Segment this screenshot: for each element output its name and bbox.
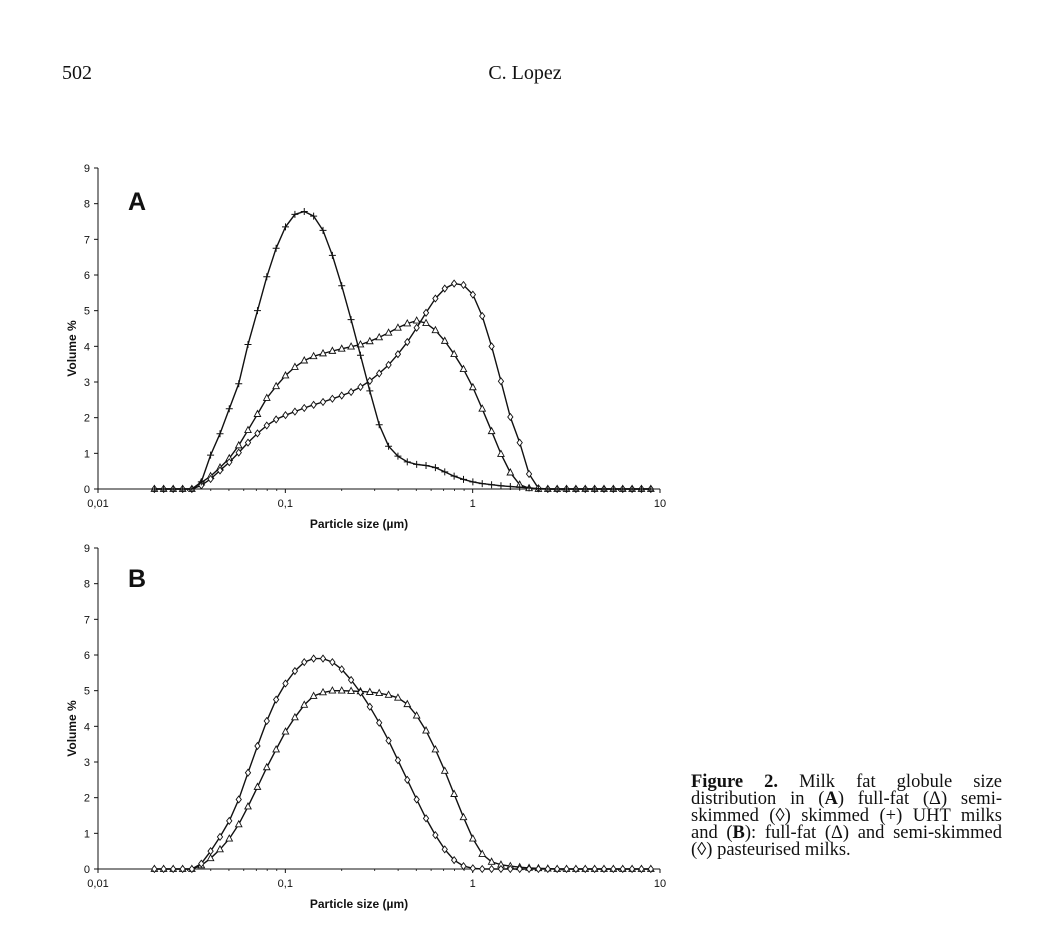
panel-b-label: B: [128, 565, 147, 593]
panel-a-skimmed-point: [254, 307, 261, 314]
panel-a-label: A: [128, 188, 147, 216]
caption-text-1: Milk fat globule size distribution in (: [691, 772, 1002, 809]
panel-a-skimmed-point: [217, 430, 224, 437]
panel-a-skimmed-point: [479, 480, 486, 487]
panel-b-semi-skimmed-point: [526, 866, 531, 873]
panel-b-y-tick-label: 6: [83, 650, 90, 662]
panel-b-y-tick-label: 3: [83, 757, 90, 769]
panel-a-full-fat-point: [432, 327, 438, 333]
panel-a-skimmed-point: [432, 464, 439, 471]
panel-a-skimmed-point: [207, 452, 214, 459]
panel-a-y-tick-label: 2: [83, 412, 90, 425]
figure-caption: [691, 774, 1002, 859]
panel-a-x-axis-title: Particle size (µm): [309, 517, 409, 531]
panel-a-skimmed-point: [320, 227, 327, 234]
panel-a-skimmed-point: [357, 352, 364, 359]
panel-a-semi-skimmed-point: [339, 392, 344, 399]
panel-a-skimmed-point: [235, 380, 242, 387]
caption-panel-b: B: [732, 823, 745, 843]
panel-a-skimmed-point: [497, 482, 504, 489]
panel-b-series-full-fat: [151, 687, 654, 871]
panel-b-semi-skimmed-point: [536, 866, 541, 873]
panel-a-semi-skimmed-point: [480, 313, 485, 320]
panel-a-skimmed-point: [245, 341, 252, 348]
panel-b-full-fat-point: [432, 746, 438, 752]
panel-a-semi-skimmed-point: [302, 405, 307, 412]
panel-b-y-axis-title: Volume %: [65, 700, 79, 757]
panel-a-skimmed-point: [348, 316, 355, 323]
panel-b-semi-skimmed-point: [320, 655, 325, 662]
panel-a-skimmed-point: [366, 387, 373, 394]
panel-a-y-tick-label: 1: [83, 448, 90, 461]
panel-a-semi-skimmed-point: [274, 416, 279, 423]
panel-a-y-axis-title: Volume %: [65, 320, 79, 377]
panel-a-semi-skimmed-point: [348, 389, 353, 396]
panel-b-y-tick-label: 9: [83, 543, 90, 555]
caption-figure-label: Figure 2.: [691, 772, 779, 792]
panel-b-full-fat-point: [254, 783, 260, 789]
panel-b-y-tick-label: 5: [83, 685, 90, 698]
panel-b-full-fat-point: [470, 835, 476, 841]
panel-a-full-fat-point: [488, 428, 494, 434]
panel-b-full-fat-line: [154, 691, 650, 869]
panel-b-full-fat-point: [460, 814, 466, 820]
panel-a-semi-skimmed-point: [508, 414, 513, 421]
panel-a-semi-skimmed-point: [358, 384, 363, 391]
panel-a-series-skimmed: [151, 208, 654, 492]
panel-a-y-tick-label: 9: [83, 163, 90, 175]
panel-a-y-tick-label: 5: [83, 305, 90, 318]
panel-b-x-tick-label: 1: [469, 878, 476, 890]
panel-a-x-tick-label: 10: [653, 498, 667, 510]
panel-a-semi-skimmed-point: [320, 399, 325, 406]
panel-a-y-tick-label: 3: [83, 377, 90, 389]
panel-b-semi-skimmed-point: [480, 866, 485, 873]
panel-b-y-tick-label: 7: [83, 614, 90, 627]
panel-b-y-tick-label: 0: [83, 864, 90, 876]
panel-a-skimmed-point: [413, 461, 420, 468]
panel-a-y-tick-label: 0: [83, 484, 90, 496]
panel-a-full-fat-point: [507, 469, 513, 475]
panel-a-skimmed-point: [376, 421, 383, 428]
panel-b-y-tick-label: 1: [83, 828, 90, 841]
panel-b-full-fat-point: [245, 803, 251, 809]
panel-a-skimmed-point: [273, 245, 280, 252]
panel-a-skimmed-point: [301, 208, 308, 215]
panel-b-full-fat-point: [451, 791, 457, 797]
panel-b-semi-skimmed-point: [245, 769, 250, 776]
panel-b-y-tick-label: 8: [83, 578, 90, 591]
panel-a-semi-skimmed-point: [283, 412, 288, 419]
panel-a-skimmed-line: [154, 212, 650, 490]
caption-text-3: ): full-fat (Δ) and semi-skimmed (◊) pasteurised milks.: [691, 823, 1002, 860]
panel-a-x-tick-label: 0,1: [277, 498, 293, 510]
running-head: C. Lopez: [488, 62, 562, 84]
panel-a-semi-skimmed-point: [489, 343, 494, 350]
panel-b-x-axis-title: Particle size (µm): [309, 897, 409, 911]
panel-a-semi-skimmed-point: [292, 408, 297, 415]
panel-a-skimmed-point: [451, 473, 458, 480]
panel-a: [65, 163, 666, 531]
panel-a-x-tick-label: 0,01: [87, 498, 109, 510]
panel-b-full-fat-point: [236, 821, 242, 827]
panel-a-x-tick-label: 1: [469, 498, 476, 510]
panel-a-semi-skimmed-point: [311, 401, 316, 408]
panel-a-full-fat-point: [292, 363, 298, 369]
caption-panel-a: A: [824, 789, 838, 809]
panel-a-skimmed-point: [460, 476, 467, 483]
panel-a-semi-skimmed-point: [498, 378, 503, 385]
panel-a-full-fat-point: [498, 450, 504, 456]
panel-a-full-fat-point: [413, 317, 419, 323]
panel-a-y-tick-label: 6: [83, 270, 90, 282]
panel-a-skimmed-point: [404, 458, 411, 465]
panel-a-semi-skimmed-point: [517, 439, 522, 446]
panel-a-y-tick-label: 7: [83, 234, 90, 247]
panel-b-full-fat-point: [273, 746, 279, 752]
panel-a-y-tick-label: 4: [83, 341, 90, 354]
panel-a-skimmed-point: [488, 481, 495, 488]
panel-a-skimmed-point: [226, 405, 233, 412]
panel-a-skimmed-point: [441, 468, 448, 475]
panel-a-semi-skimmed-point: [452, 280, 457, 287]
panel-b-x-tick-label: 0,01: [87, 878, 109, 890]
panel-b-semi-skimmed-point: [255, 743, 260, 750]
panel-b-y-tick-label: 4: [83, 721, 90, 734]
panel-b: [65, 543, 666, 911]
panel-b-full-fat-point: [442, 767, 448, 773]
panel-b-full-fat-point: [404, 701, 410, 707]
panel-a-skimmed-point: [310, 213, 317, 220]
panel-a-skimmed-point: [423, 462, 430, 469]
panel-b-semi-skimmed-point: [311, 655, 316, 662]
panel-b-semi-skimmed-point: [330, 659, 335, 666]
panel-a-semi-skimmed-point: [330, 395, 335, 402]
panel-a-skimmed-point: [338, 282, 345, 289]
panel-a-full-fat-point: [479, 405, 485, 411]
panel-a-y-tick-label: 8: [83, 198, 90, 211]
panel-a-skimmed-point: [469, 478, 476, 485]
panel-b-semi-skimmed-point: [489, 866, 494, 873]
panel-a-full-fat-point: [470, 384, 476, 390]
page-number: 502: [62, 62, 92, 84]
panel-a-skimmed-point: [263, 273, 270, 280]
panel-b-semi-skimmed-point: [470, 865, 475, 872]
caption-text-2: ) full-fat (Δ) semi-skimmed (◊) skimmed (+) UHT milks and (: [691, 789, 1002, 843]
panel-b-x-tick-label: 0,1: [277, 878, 293, 890]
panel-a-skimmed-point: [329, 252, 336, 259]
panel-b-x-tick-label: 10: [653, 878, 667, 890]
panel-b-y-tick-label: 2: [83, 792, 90, 805]
